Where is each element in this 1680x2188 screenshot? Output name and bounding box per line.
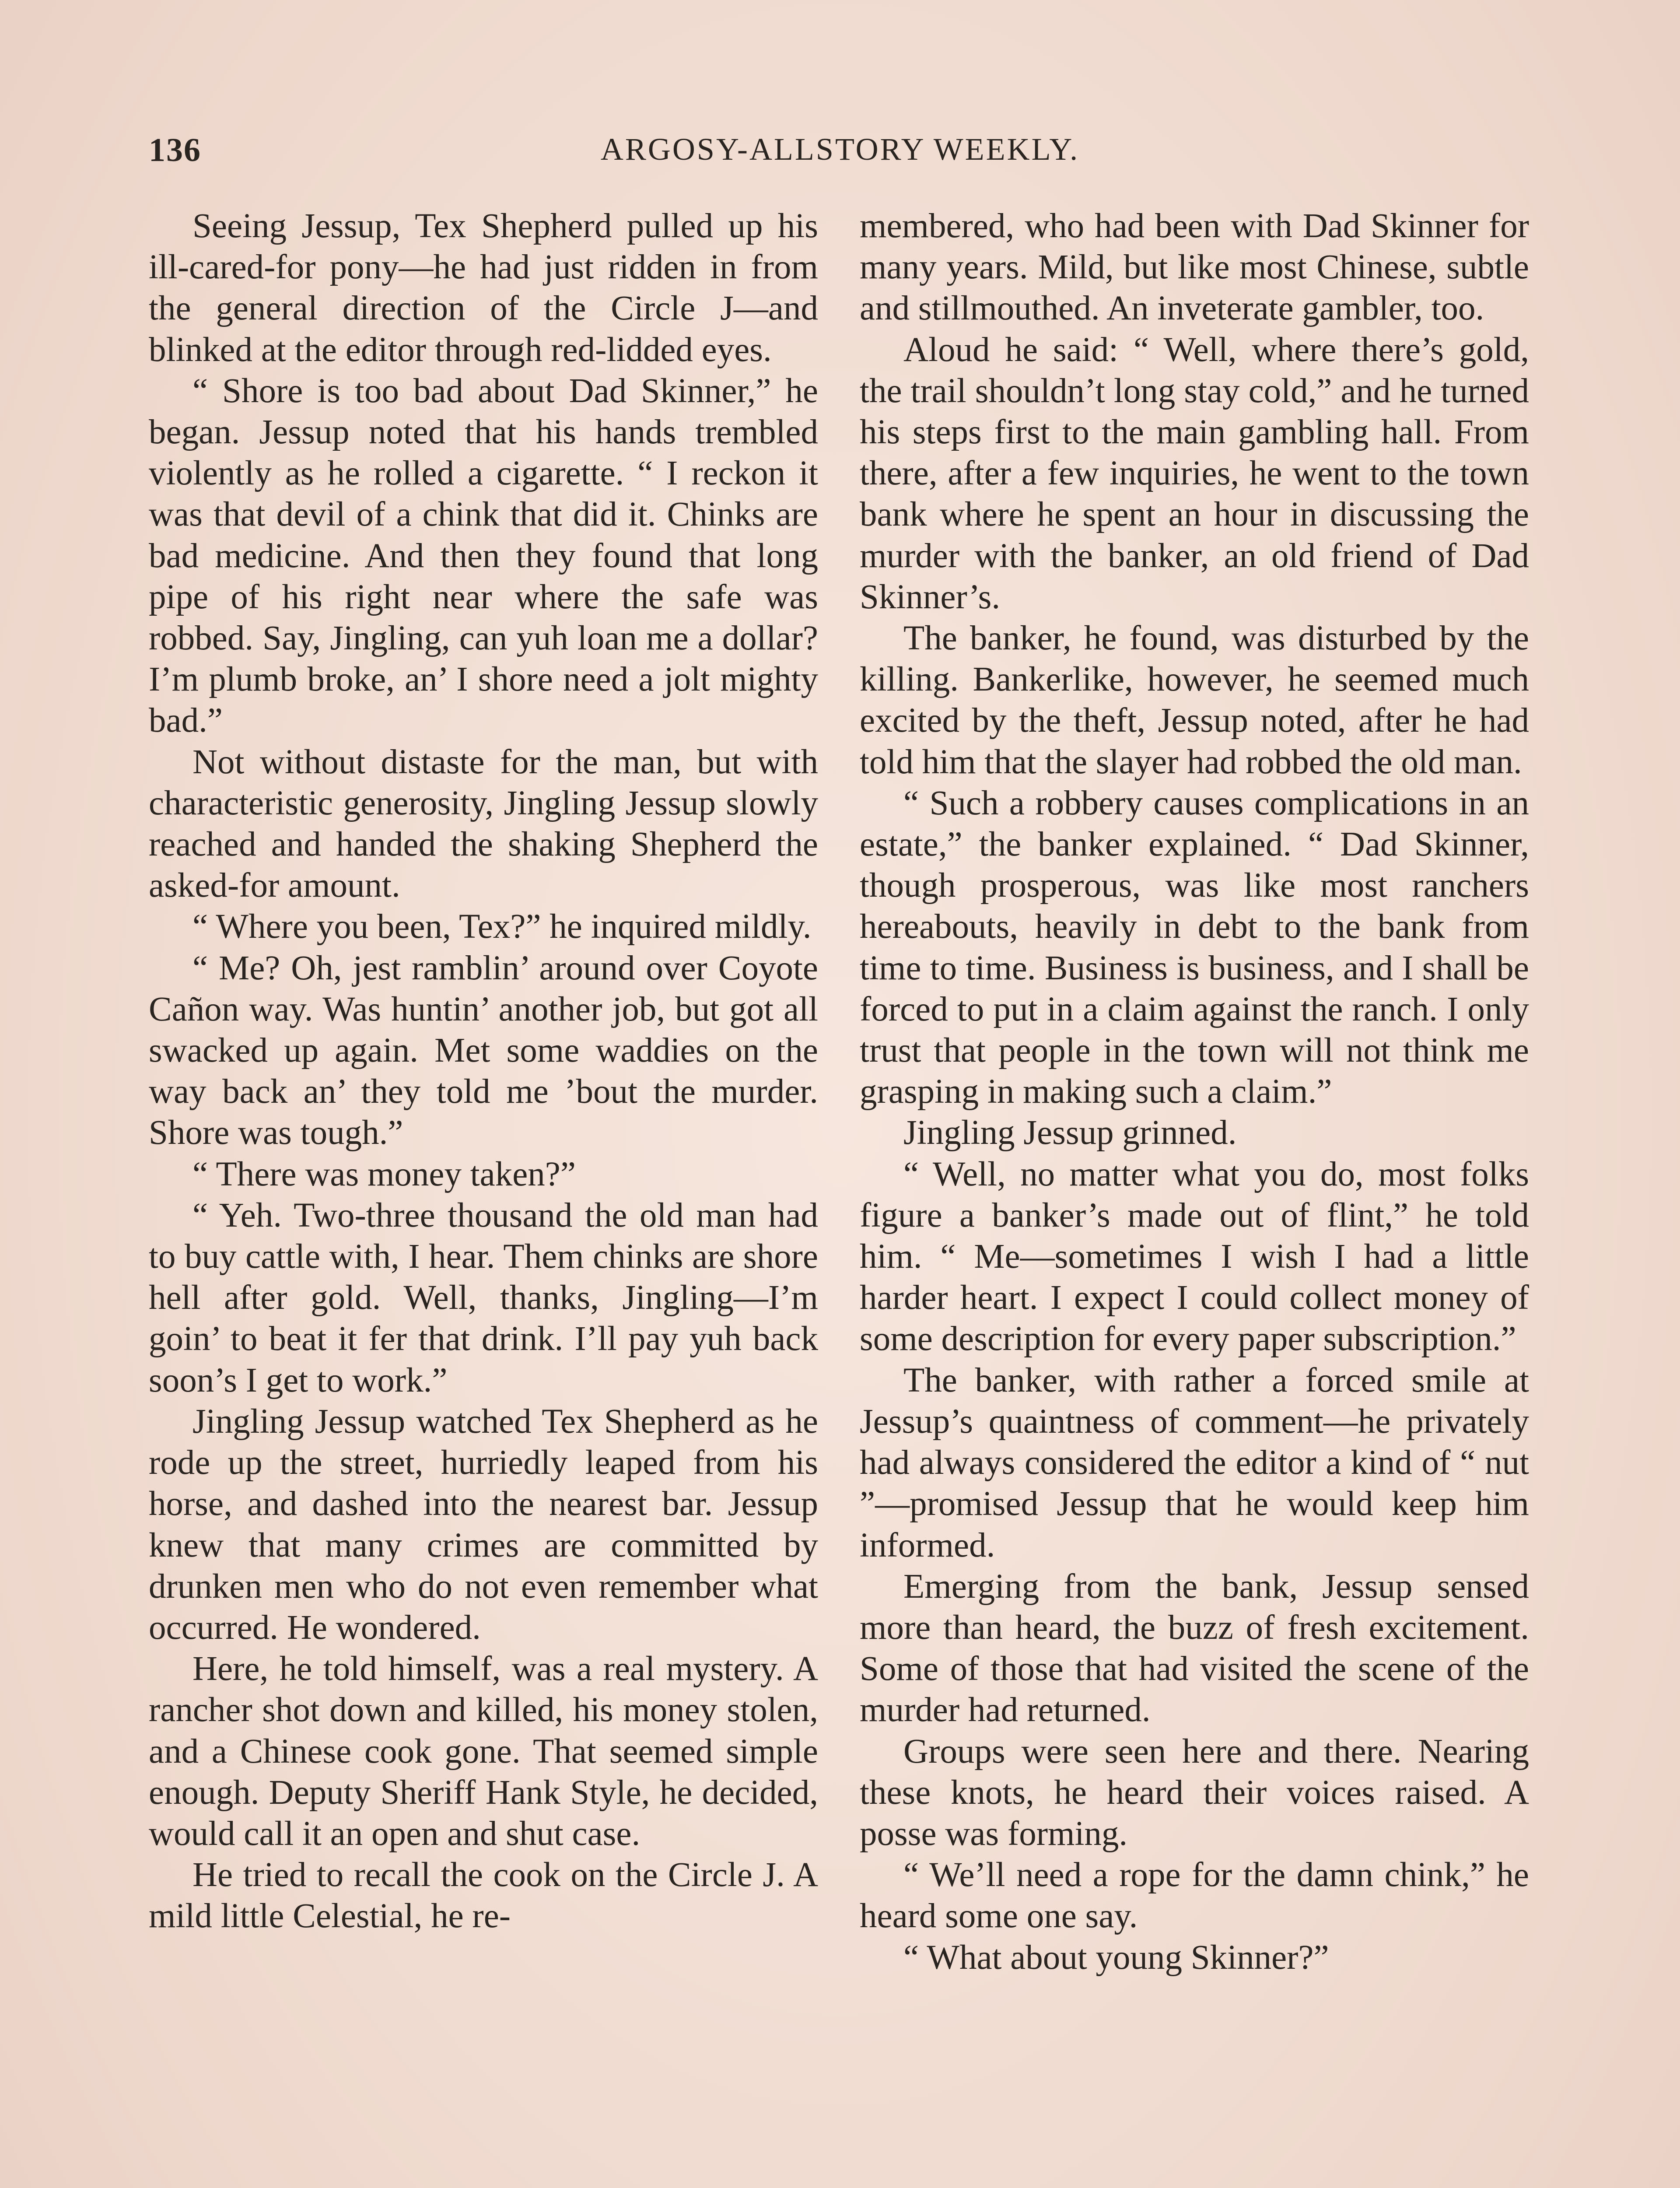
paragraph: The banker, with rather a forced smile at Jessup’s quaintness of comment—he privately had always considered the editor a kind of “ nut ”—promised Jessup that he would keep him informed. xyxy=(860,1361,1529,1564)
paragraph: He tried to recall the cook on the Circle J. A mild little Celestial, he re- xyxy=(149,1856,818,1936)
page-number: 136 xyxy=(149,132,201,168)
paragraph: Jingling Jessup watched Tex Shepherd as he rode up the street, hurriedly leaped from his horse, and dashed into the nearest bar. Jessup knew that many crimes are committed by drunken men who do not even remember what occurred. He wondered. xyxy=(149,1402,818,1647)
paragraph: “ Yeh. Two-three thousand the old man had to buy cattle with, I hear. Them chinks are shore hell after gold. Well, thanks, Jingling—I’m goin’ to beat it fer that drink. I’ll pay yuh back soon’s I get to work.” xyxy=(149,1196,818,1399)
paragraph: “ What about young Skinner?” xyxy=(903,1938,1329,1977)
paragraph: “ Such a robbery causes complications in an estate,” the banker explained. “ Dad Skinner, though prosperous, was like most ranchers hereabouts, heavily in debt to the bank from time to time. Business is business, and I shall be forced to put in a claim against the ranch. I only trust that people in the town will not think me grasping in making such a claim.” xyxy=(860,784,1529,1111)
paragraph: Emerging from the bank, Jessup sensed more than heard, the buzz of fresh excitement. Some of those that had visited the scene of the murder had returned. xyxy=(860,1567,1529,1729)
paragraph: The banker, he found, was disturbed by the killing. Bankerlike, however, he seemed much excited by the theft, Jessup noted, after he had told him that the slayer had robbed the old man. xyxy=(860,619,1529,781)
paragraph: “ Shore is too bad about Dad Skinner,” he began. Jessup noted that his hands trembled violently as he rolled a cigarette. “ I reckon it was that devil of a chink that did it. Chinks are bad medicine. And then they found that long pipe of his right near where the safe was robbed. Say, Jingling, can yuh loan me a dollar? I’m plumb broke, an’ I shore need a jolt mighty bad.” xyxy=(149,372,818,740)
paragraph: Aloud he said: “ Well, where there’s gold, the trail shouldn’t long stay cold,” and he turned his steps first to the main gambling hall. From there, after a few inquiries, he went to the town bank where he spent an hour in discussing the murder with the banker, an old friend of Dad Skinner’s. xyxy=(860,330,1529,616)
running-title: ARGOSY-ALLSTORY WEEKLY. xyxy=(600,132,1080,167)
paragraph: Jingling Jessup grinned. xyxy=(903,1114,1237,1152)
paragraph: Here, he told himself, was a real mystery. A rancher shot down and killed, his money stolen, and a Chinese cook gone. That seemed simple enough. Deputy Sheriff Hank Style, he decided, would call it an open and shut case. xyxy=(149,1650,818,1853)
paragraph: Seeing Jessup, Tex Shepherd pulled up his ill-cared-for pony—he had just ridden in from the general direction of the Circle J—and blinked at the editor through red-lidded eyes. xyxy=(149,207,818,369)
right-column xyxy=(860,206,1529,1978)
paragraph-continuation: membered, who had been with Dad Skinner for many years. Mild, but like most Chinese, subtle and stillmouthed. An inveterate gambler, too. xyxy=(860,207,1529,328)
paragraph: “ We’ll need a rope for the damn chink,” he heard some one say. xyxy=(860,1856,1529,1936)
paragraph: Groups were seen here and there. Nearing these knots, he heard their voices raised. A posse was forming. xyxy=(860,1732,1529,1853)
paragraph: “ There was money taken?” xyxy=(192,1155,576,1193)
paragraph: “ Where you been, Tex?” he inquired mildly. xyxy=(192,908,812,946)
page-header xyxy=(149,131,1531,179)
left-column xyxy=(149,206,818,1937)
paragraph: Not without distaste for the man, but with characteristic generosity, Jingling Jessup slowly reached and handed the shaking Shepherd the asked-for amount. xyxy=(149,743,818,905)
paragraph: “ Well, no matter what you do, most folks figure a banker’s made out of flint,” he told him. “ Me—sometimes I wish I had a little harder heart. I expect I could collect money of some description for every paper subscription.” xyxy=(860,1155,1529,1358)
paragraph: “ Me? Oh, jest ramblin’ around over Coyote Cañon way. Was huntin’ another job, but got all swacked up again. Met some waddies on the way back an’ they told me ’bout the murder. Shore was tough.” xyxy=(149,949,818,1152)
